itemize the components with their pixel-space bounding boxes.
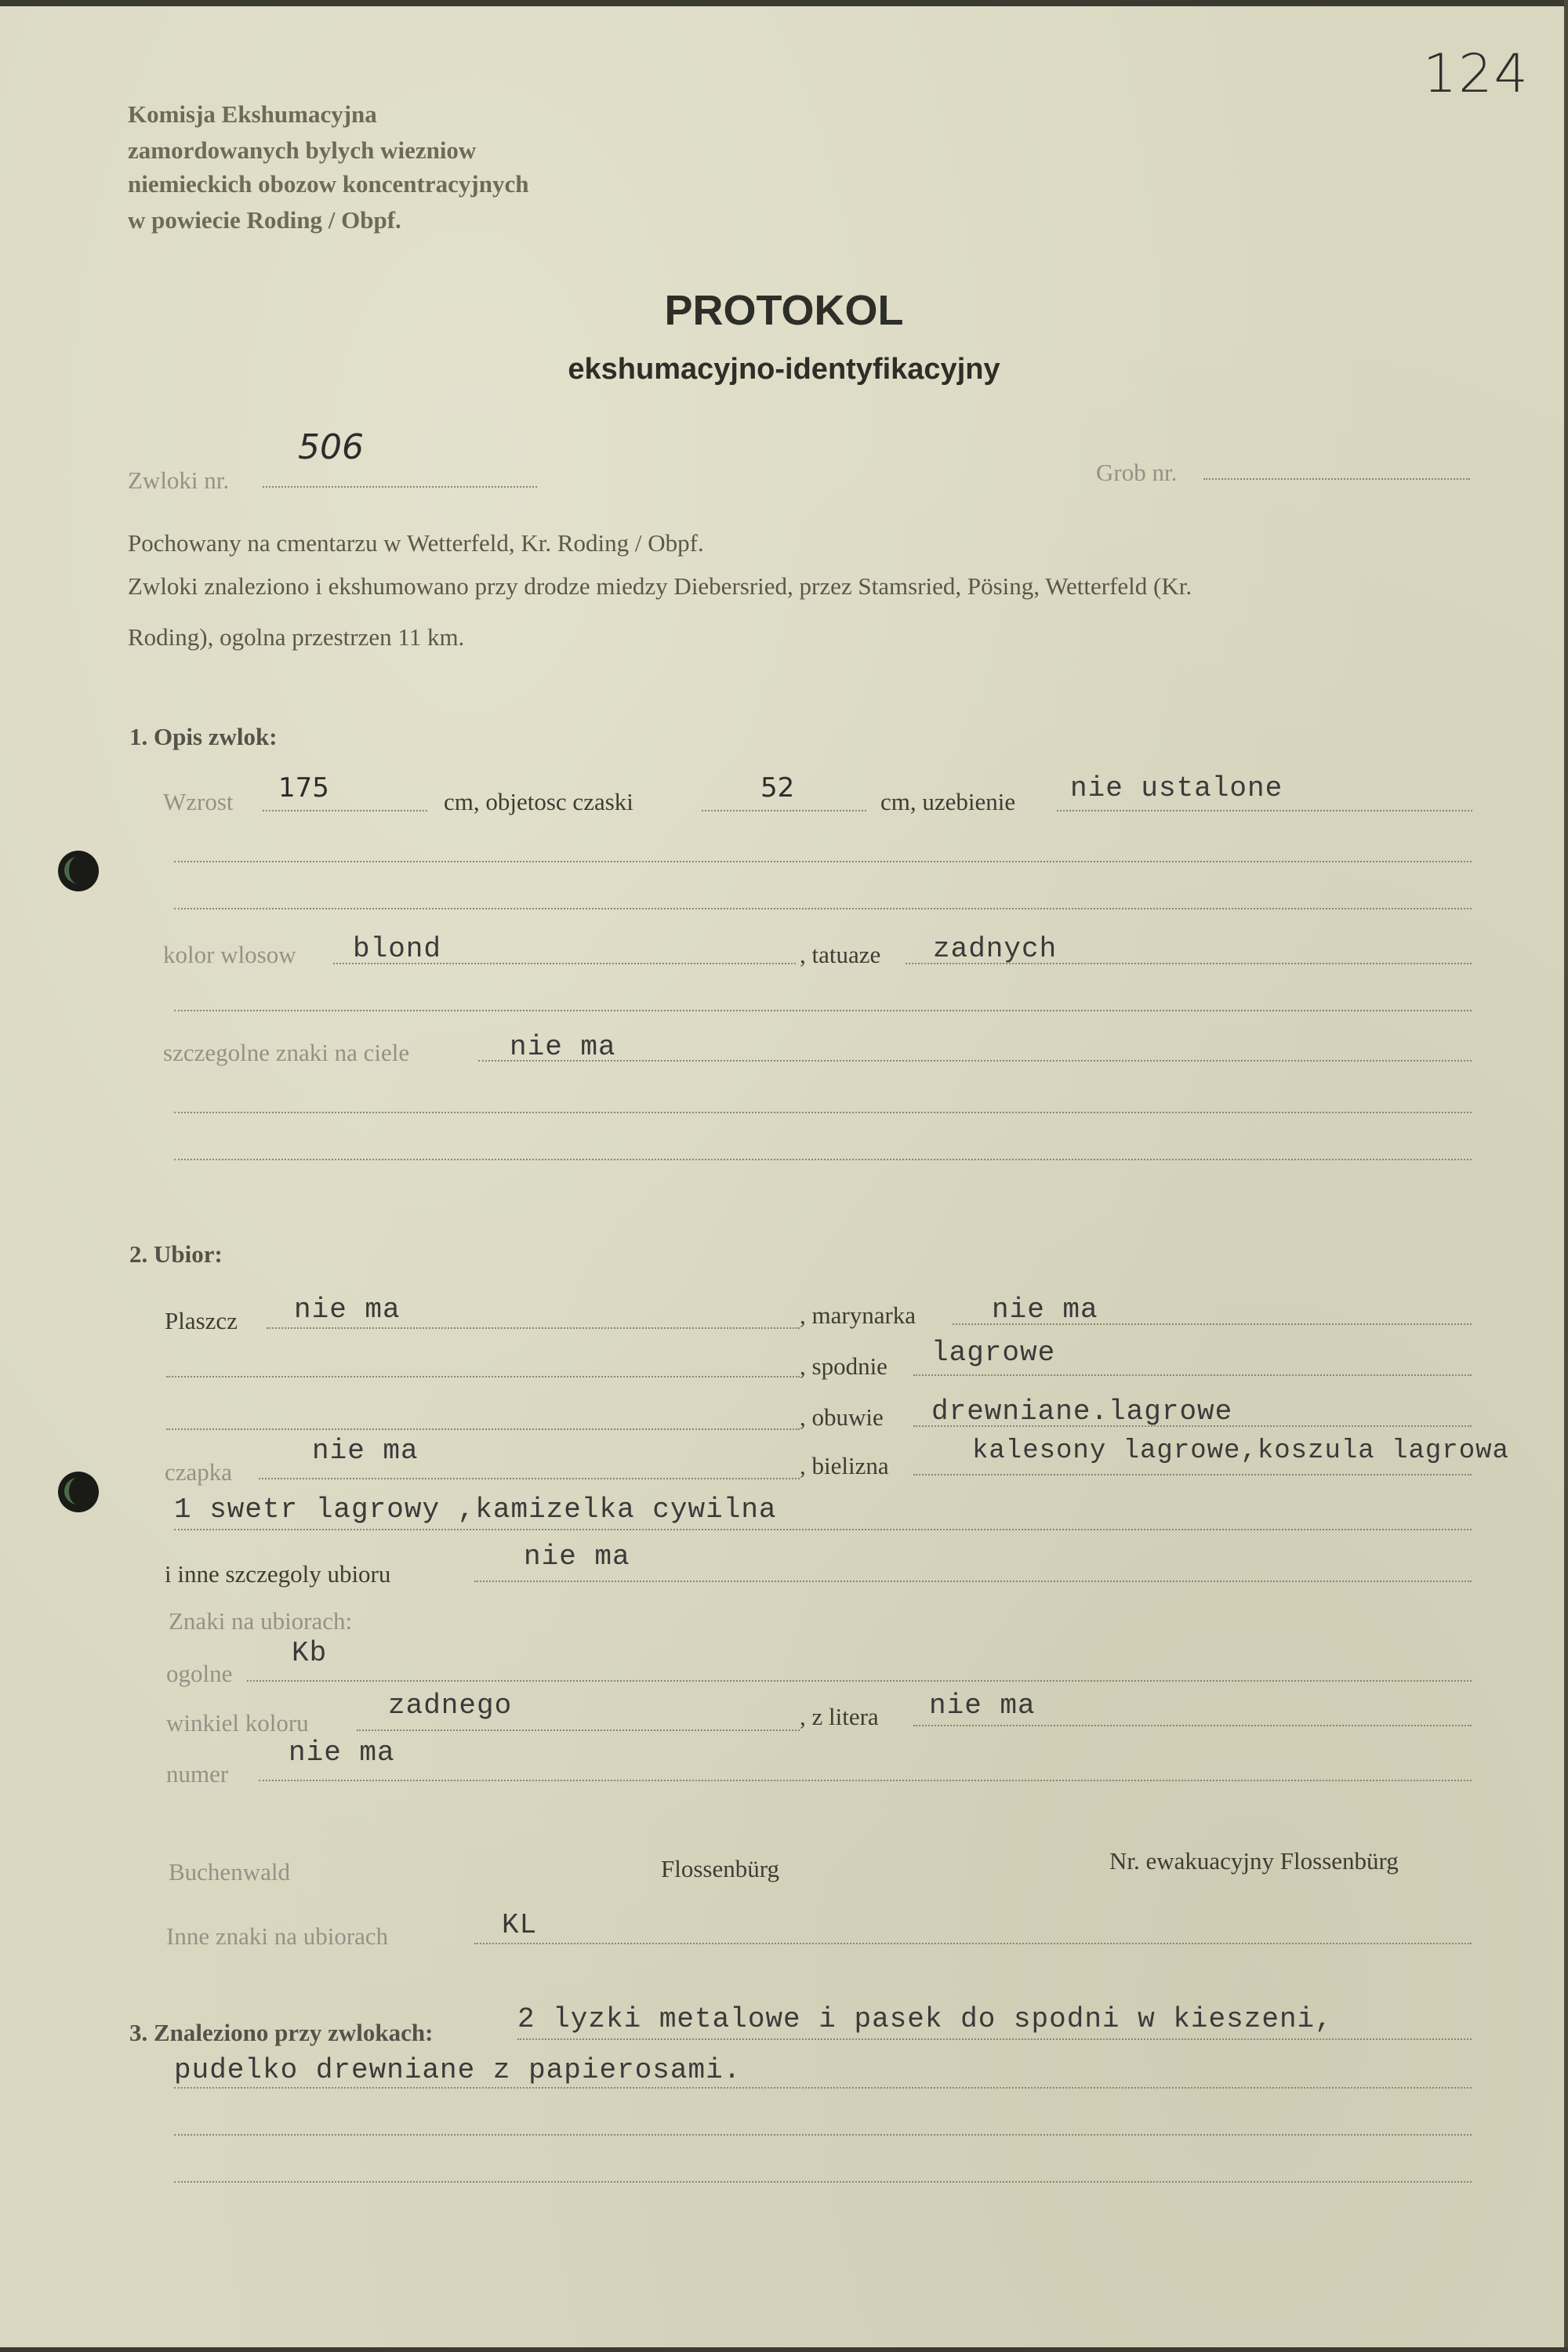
blank-line bbox=[166, 1428, 800, 1430]
obuwie-value: drewniane.lagrowe bbox=[931, 1396, 1233, 1428]
winkiel-dotted-line bbox=[357, 1730, 800, 1731]
document-subtitle: ekshumacyjno-identyfikacyjny bbox=[568, 353, 1000, 386]
spodnie-value: lagrowe bbox=[931, 1337, 1056, 1369]
czapka-label: czapka bbox=[165, 1458, 233, 1486]
wlosy-value: blond bbox=[353, 933, 442, 965]
document-title: PROTOKOL bbox=[664, 287, 904, 334]
blank-line bbox=[174, 1010, 1472, 1011]
header-line: niemieckich obozow koncentracyjnych bbox=[128, 170, 529, 198]
czapka-dotted-line bbox=[259, 1478, 800, 1479]
buried-text: Pochowany na cmentarzu w Wetterfeld, Kr. Roding / Obpf. bbox=[128, 529, 704, 557]
section3-heading: 3. Znaleziono przy zwlokach: bbox=[129, 2019, 434, 2046]
znaki-ubiorach-heading: Znaki na ubiorach: bbox=[169, 1607, 353, 1635]
uzebienie-dotted-line bbox=[1057, 810, 1472, 811]
plaszcz-label: Plaszcz bbox=[165, 1307, 238, 1334]
extra-clothing-dotted-line bbox=[174, 1529, 1472, 1530]
litera-label: , z litera bbox=[800, 1703, 879, 1730]
uzebienie-value: nie ustalone bbox=[1070, 772, 1283, 804]
numer-value: nie ma bbox=[289, 1737, 395, 1769]
wzrost-label: Wzrost bbox=[163, 788, 234, 815]
litera-value: nie ma bbox=[929, 1690, 1036, 1722]
inne-ubior-dotted-line bbox=[474, 1581, 1472, 1582]
wzrost-value: 175 bbox=[278, 772, 329, 804]
plaszcz-dotted-line bbox=[267, 1327, 800, 1329]
header-line: w powiecie Roding / Obpf. bbox=[128, 206, 401, 234]
section1-heading: 1. Opis zwlok: bbox=[129, 723, 278, 750]
wzrost-dotted-line bbox=[263, 810, 427, 811]
punch-hole bbox=[58, 851, 99, 891]
tatuaze-value: zadnych bbox=[933, 933, 1058, 965]
zwloki-number-handwritten: 506 bbox=[298, 427, 364, 467]
blank-line bbox=[174, 1159, 1472, 1160]
blank-line bbox=[174, 2134, 1472, 2136]
found-items-line2: pudelko drewniane z papierosami. bbox=[174, 2054, 742, 2086]
found-items-dotted-line1 bbox=[517, 2038, 1472, 2040]
buchenwald-label: Buchenwald bbox=[169, 1858, 290, 1886]
grob-dotted-line bbox=[1203, 478, 1470, 480]
inne-ubior-label: i inne szczegoly ubioru bbox=[165, 1560, 391, 1588]
ogolne-label: ogolne bbox=[166, 1660, 233, 1687]
ogolne-value: Kb bbox=[292, 1637, 328, 1669]
plaszcz-value: nie ma bbox=[294, 1294, 401, 1326]
blank-line bbox=[174, 1112, 1472, 1113]
znaki-ciele-label: szczegolne znaki na ciele bbox=[163, 1039, 410, 1066]
winkiel-value: zadnego bbox=[388, 1690, 513, 1722]
wlosy-label: kolor wlosow bbox=[163, 941, 296, 968]
spodnie-label: , spodnie bbox=[800, 1352, 887, 1380]
marynarka-value: nie ma bbox=[992, 1294, 1098, 1326]
found-items-dotted-line2 bbox=[174, 2087, 1472, 2089]
inne-znaki-label: Inne znaki na ubiorach bbox=[166, 1922, 389, 1950]
extra-clothing-line: 1 swetr lagrowy ,kamizelka cywilna bbox=[174, 1494, 777, 1526]
czaszka-dotted-line bbox=[702, 810, 866, 811]
blank-line bbox=[174, 908, 1472, 909]
page-edge-bottom bbox=[0, 2347, 1568, 2352]
znaki-ciele-dotted-line bbox=[478, 1060, 1472, 1062]
found-text-line1: Zwloki znaleziono i ekshumowano przy drodze miedzy Diebersried, przez Stamsried, Pösing, Wetterfeld (Kr. bbox=[128, 572, 1192, 600]
blank-line bbox=[174, 2181, 1472, 2183]
punch-hole bbox=[58, 1472, 99, 1512]
uzebienie-label: cm, uzebienie bbox=[880, 788, 1016, 815]
zwloki-label: Zwloki nr. bbox=[128, 466, 230, 494]
inne-ubior-value: nie ma bbox=[524, 1541, 630, 1573]
page-edge-top bbox=[0, 0, 1568, 6]
inne-znaki-value: KL bbox=[502, 1909, 538, 1941]
page-number: 124 bbox=[1423, 43, 1530, 105]
bielizna-dotted-line bbox=[913, 1474, 1472, 1475]
found-text-line2: Roding), ogolna przestrzen 11 km. bbox=[128, 623, 465, 651]
blank-line bbox=[166, 1376, 800, 1377]
litera-dotted-line bbox=[913, 1725, 1472, 1726]
czapka-value: nie ma bbox=[312, 1435, 419, 1467]
ogolne-dotted-line bbox=[247, 1680, 1472, 1682]
inne-znaki-dotted-line bbox=[474, 1943, 1472, 1944]
found-items-line1: 2 lyzki metalowe i pasek do spodni w kieszeni, bbox=[517, 2003, 1333, 2035]
tatuaze-label: , tatuaze bbox=[800, 941, 881, 968]
bielizna-value: kalesony lagrowe,koszula lagrowa bbox=[972, 1436, 1509, 1466]
numer-dotted-line bbox=[259, 1780, 1472, 1781]
winkiel-label: winkiel koloru bbox=[166, 1709, 309, 1737]
bielizna-label: , bielizna bbox=[800, 1452, 889, 1479]
blank-line bbox=[174, 861, 1472, 862]
obuwie-label: , obuwie bbox=[800, 1403, 884, 1431]
znaki-ciele-value: nie ma bbox=[510, 1031, 616, 1063]
marynarka-label: , marynarka bbox=[800, 1301, 916, 1329]
czaszka-label: cm, objetosc czaski bbox=[444, 788, 633, 815]
flossenburg-label: Flossenbürg bbox=[661, 1855, 780, 1882]
spodnie-dotted-line bbox=[913, 1374, 1472, 1376]
header-line: zamordowanych bylych wiezniow bbox=[128, 136, 477, 164]
zwloki-dotted-line bbox=[263, 486, 537, 488]
czaszka-value: 52 bbox=[760, 772, 795, 804]
numer-label: numer bbox=[166, 1760, 229, 1788]
header-line: Komisja Ekshumacyjna bbox=[128, 100, 377, 128]
section2-heading: 2. Ubior: bbox=[129, 1240, 223, 1268]
nr-ewakuacyjny-label: Nr. ewakuacyjny Flossenbürg bbox=[1109, 1847, 1399, 1875]
grob-label: Grob nr. bbox=[1096, 459, 1178, 486]
